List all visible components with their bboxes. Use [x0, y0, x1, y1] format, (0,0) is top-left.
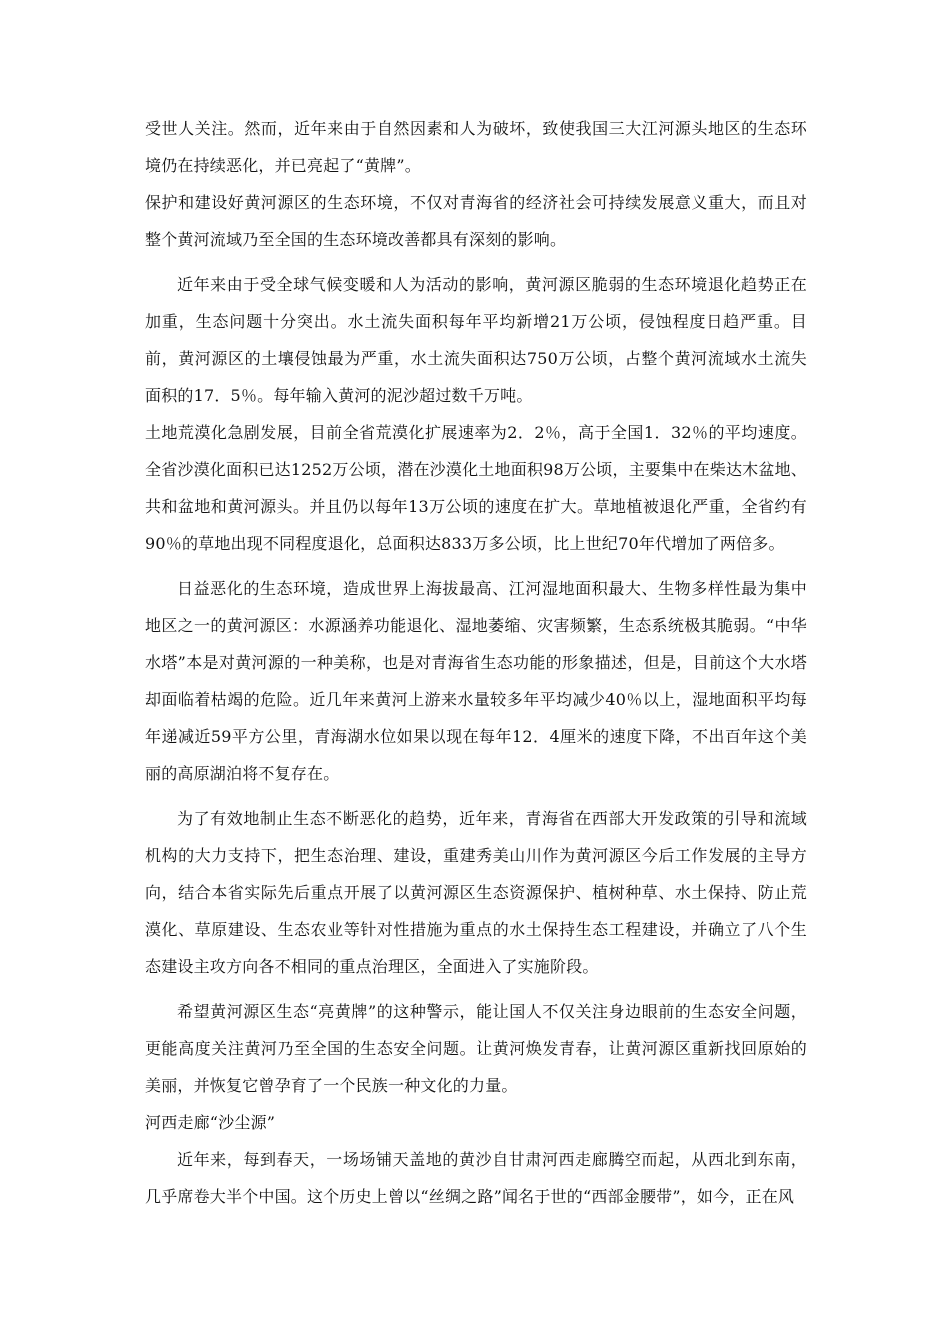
paragraph-5: 日益恶化的生态环境，造成世界上海拔最高、江河湿地面积最大、生物多样性最为集中地区之一的黄河源区：水源涵养功能退化、湿地萎缩、灾害频繁，生态系统极其脆弱。“中华水塔”本是对黄河源的一种美称，也是对青海省生态功能的形象描述，但是，目前这个大水塔却面临着枯竭的危险。近几年来黄河上游来水量较多年平均减少40％以上，湿地面积平均每年递减近59平方公里，青海湖水位如果以现在每年12．4厘米的速度下降，不出百年这个美丽的高原湖泊将不复存在。	[145, 579, 807, 783]
paragraph-7: 希望黄河源区生态“亮黄牌”的这种警示，能让国人不仅关注身边眼前的生态安全问题，更能高度关注黄河乃至全国的生态安全问题。让黄河焕发青春，让黄河源区重新找回原始的美丽，并恢复它曾孕育了一个民族一种文化的力量。	[145, 1002, 807, 1095]
section-heading: 河西走廊“沙尘源”	[145, 1113, 276, 1132]
paragraph-2: 保护和建设好黄河源区的生态环境，不仅对青海省的经济社会可持续发展意义重大，而且对整个黄河流域乃至全国的生态环境改善都具有深刻的影响。	[145, 193, 807, 249]
paragraph-3: 近年来由于受全球气候变暖和人为活动的影响，黄河源区脆弱的生态环境退化趋势正在加重，生态问题十分突出。水土流失面积每年平均新增21万公顷，侵蚀程度日趋严重。目前，黄河源区的土壤侵蚀最为严重，水土流失面积达750万公顷，占整个黄河流域水土流失面积的17．5％。每年输入黄河的泥沙超过数千万吨。	[145, 275, 807, 405]
document-body	[145, 110, 807, 1215]
paragraph-1: 受世人关注。然而，近年来由于自然因素和人为破坏，致使我国三大江河源头地区的生态环境仍在持续恶化，并已亮起了“黄牌”。	[145, 119, 807, 175]
paragraph-6: 为了有效地制止生态不断恶化的趋势，近年来，青海省在西部大开发政策的引导和流域机构的大力支持下，把生态治理、建设，重建秀美山川作为黄河源区今后工作发展的主导方向，结合本省实际先后重点开展了以黄河源区生态资源保护、植树种草、水土保持、防止荒漠化、草原建设、生态农业等针对性措施为重点的水土保持生态工程建设，并确立了八个生态建设主攻方向各不相同的重点治理区，全面进入了实施阶段。	[145, 809, 807, 976]
paragraph-8: 近年来，每到春天，一场场铺天盖地的黄沙自甘肃河西走廊腾空而起，从西北到东南，几乎席卷大半个中国。这个历史上曾以“丝绸之路”闻名于世的“西部金腰带”，如今，正在风	[145, 1150, 807, 1206]
paragraph-4: 土地荒漠化急剧发展，目前全省荒漠化扩展速率为2．2％，高于全国1．32％的平均速度。全省沙漠化面积已达1252万公顷，潜在沙漠化土地面积98万公顷，主要集中在柴达木盆地、共和盆地和黄河源头。并且仍以每年13万公顷的速度在扩大。草地植被退化严重，全省约有90％的草地出现不同程度退化，总面积达833万多公顷，比上世纪70年代增加了两倍多。	[145, 423, 807, 553]
